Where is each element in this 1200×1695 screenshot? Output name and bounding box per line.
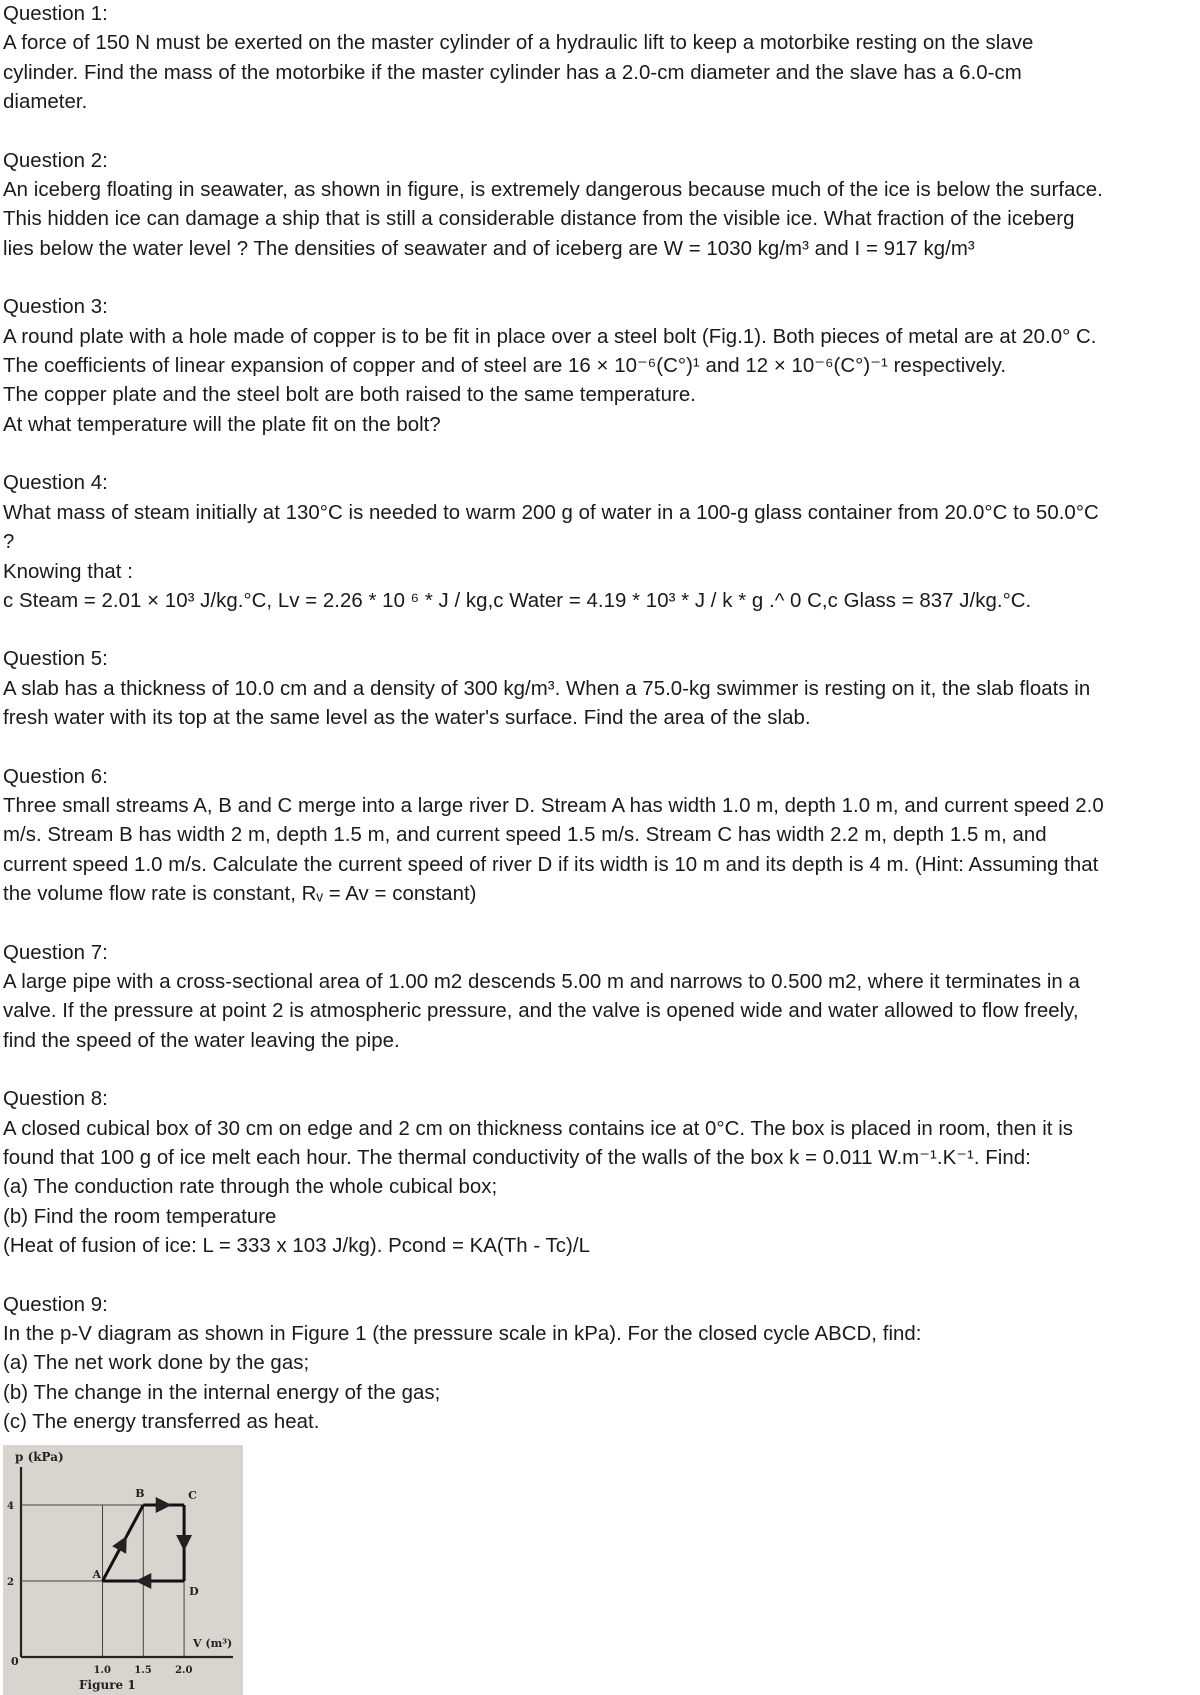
question-text-line: find the speed of the water leaving the pipe. (3, 1029, 400, 1052)
question-title: Question 9: (3, 1293, 108, 1316)
pv-diagram (3, 1445, 243, 1695)
question-text-line: m/s. Stream B has width 2 m, depth 1.5 m, and current speed 1.5 m/s. Stream C has width 2.2 m, depth 1.5 m, and (3, 824, 1047, 847)
question-text-line: A slab has a thickness of 10.0 cm and a density of 300 kg/m³. When a 75.0-kg swimmer is resting on it, the slab floats in (3, 677, 1091, 700)
question-text-line: the volume flow rate is constant, Rᵥ = Av = constant) (3, 883, 477, 906)
question-text-line: valve. If the pressure at point 2 is atmospheric pressure, and the valve is opened wide and water allowed to flow freely, (3, 1000, 1079, 1023)
question-list (3, 0, 1194, 1438)
point-label-A: A (92, 1567, 102, 1581)
question-text-line: The copper plate and the steel bolt are both raised to the same temperature. (3, 384, 696, 407)
question-title: Question 6: (3, 765, 108, 788)
question-text-line: What mass of steam initially at 130°C is needed to warm 200 g of water in a 100-g glass container from 20.0°C to 50.0°C (3, 501, 1099, 524)
question-block (3, 939, 1194, 1057)
question-text-line: lies below the water level ? The densities of seawater and of iceberg are W = 1030 kg/m³ and I = 917 kg/m³ (3, 237, 975, 260)
question-text-line: (c) The energy transferred as heat. (3, 1411, 320, 1434)
question-text-line: At what temperature will the plate fit on the bolt? (3, 413, 441, 436)
question-text-line: A closed cubical box of 30 cm on edge and 2 cm on thickness contains ice at 0°C. The box is placed in room, then it is (3, 1117, 1074, 1140)
y-tick-label: 2 (7, 1576, 14, 1588)
question-title: Question 7: (3, 941, 108, 964)
x-tick-label: 1.5 (134, 1664, 152, 1676)
question-block (3, 147, 1194, 265)
question-text-line: (b) The change in the internal energy of the gas; (3, 1381, 441, 1404)
question-text-line: cylinder. Find the mass of the motorbike if the master cylinder has a 2.0-cm diameter and the slave has a 6.0-cm (3, 61, 1022, 84)
question-block (3, 763, 1194, 910)
question-text-line: Three small streams A, B and C merge into a large river D. Stream A has width 1.0 m, depth 1.0 m, and current speed 2.0 (3, 794, 1104, 817)
question-block (3, 469, 1194, 616)
question-text-line: A round plate with a hole made of copper is to be fit in place over a steel bolt (Fig.1). Both pieces of metal are at 20.0° C. (3, 325, 1097, 348)
question-text-line: (b) Find the room temperature (3, 1205, 277, 1228)
question-text-line: In the p-V diagram as shown in Figure 1 (the pressure scale in kPa). For the closed cycle ABCD, find: (3, 1323, 922, 1346)
question-text-line: found that 100 g of ice melt each hour. The thermal conductivity of the walls of the box k = 0.011 W.m⁻¹.K⁻¹. Find: (3, 1147, 1031, 1169)
question-title: Question 1: (3, 3, 108, 25)
question-text-line: c Steam = 2.01 × 10³ J/kg.°C, Lv = 2.26 * 10 ⁶ * J / kg,c Water = 4.19 * 10³ * J / k * g .^ 0 C,c Glass = 837 J/kg.°C. (3, 589, 1032, 612)
question-block (3, 0, 1194, 118)
question-title: Question 8: (3, 1088, 108, 1111)
question-block (3, 1291, 1194, 1438)
question-block (3, 293, 1194, 440)
origin-label: 0 (11, 1654, 19, 1668)
question-text-line: current speed 1.0 m/s. Calculate the current speed of river D if its width is 10 m and its depth is 4 m. (Hint: Assuming that (3, 853, 1099, 876)
x-tick-label: 1.0 (93, 1664, 111, 1676)
question-text-line: (a) The conduction rate through the whole cubical box; (3, 1176, 498, 1199)
question-text-line: fresh water with its top at the same level as the water's surface. Find the area of the slab. (3, 707, 811, 730)
question-title: Question 5: (3, 648, 108, 671)
question-text-line: An iceberg floating in seawater, as shown in figure, is extremely dangerous because much of the ice is below the surface. (3, 179, 1103, 202)
point-label-C: C (188, 1488, 197, 1502)
question-block (3, 1085, 1194, 1261)
question-text-line: (Heat of fusion of ice: L = 333 x 103 J/kg). Pcond = KA(Th - Tc)/L (3, 1235, 590, 1258)
pv-diagram-figure (3, 1445, 243, 1695)
question-title: Question 2: (3, 149, 108, 172)
question-text-line: ? (3, 531, 15, 554)
question-block (3, 645, 1194, 733)
question-title: Question 4: (3, 472, 108, 495)
question-text-line: diameter. (3, 91, 88, 114)
x-tick-label: 2.0 (175, 1664, 193, 1676)
x-axis-label: V (m³) (193, 1636, 233, 1650)
y-tick-label: 4 (7, 1500, 14, 1512)
question-text-line: The coefficients of linear expansion of copper and of steel are 16 × 10⁻⁶(C°)¹ and 12 × 10⁻⁶(C°)⁻¹ respectively. (3, 355, 1007, 378)
y-axis-label: p (kPa) (15, 1449, 64, 1464)
point-label-B: B (135, 1486, 145, 1500)
figure-caption: Figure 1 (79, 1677, 136, 1692)
question-title: Question 3: (3, 296, 108, 319)
question-text-line: A large pipe with a cross-sectional area of 1.00 m2 descends 5.00 m and narrows to 0.500 m2, where it terminates in a (3, 970, 1080, 993)
question-text-line: A force of 150 N must be exerted on the master cylinder of a hydraulic lift to keep a motorbike resting on the slave (3, 32, 1034, 55)
question-text-line: (a) The net work done by the gas; (3, 1352, 310, 1375)
question-text-line: Knowing that : (3, 560, 133, 583)
question-text-line: This hidden ice can damage a ship that is still a considerable distance from the visible ice. What fraction of the iceberg (3, 208, 1075, 231)
point-label-D: D (189, 1584, 199, 1598)
